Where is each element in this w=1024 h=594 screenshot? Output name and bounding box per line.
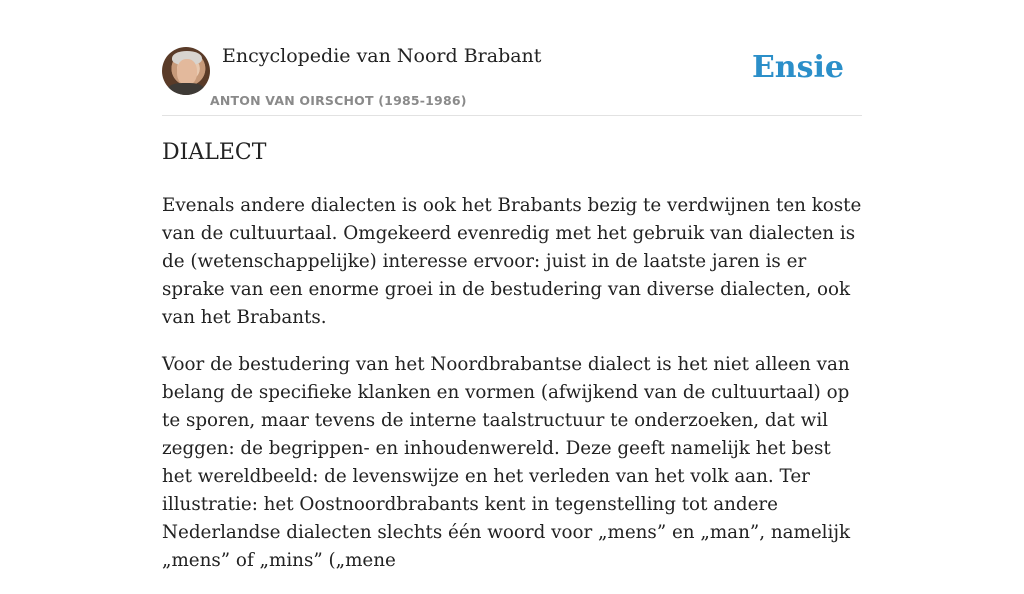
article-body xyxy=(162,192,862,594)
article-header xyxy=(162,0,862,116)
author-avatar[interactable] xyxy=(162,47,210,95)
avatar-shirt xyxy=(168,83,204,95)
author-name[interactable]: ANTON VAN OIRSCHOT (1985-1986) xyxy=(210,93,467,108)
book-title[interactable]: Encyclopedie van Noord Brabant xyxy=(222,45,542,67)
paragraph: Voor de bestudering van het Noordbrabantse dialect is het niet alleen van belang de specifieke klanken en vormen (afwijkend van de cultuurtaal) op te sporen, maar tevens de interne taalstructuur te onderzoeken, dat wil zeggen: de begrippen- en inhoudenwereld. Deze geeft namelijk het best het wereldbeeld: de levenswijze en het verleden van het volk aan. Ter illustratie: het Oostnoordbrabants kent in tegenstelling tot andere Nederlandse dialecten slechts één woord voor „mens” en „man”, namelijk „mens” of „mins” („mene xyxy=(162,354,851,571)
avatar-face xyxy=(177,59,197,85)
article-page xyxy=(162,0,862,571)
paragraph: Evenals andere dialecten is ook het Brabants bezig te verdwijnen ten koste van de cultuurtaal. Omgekeerd evenredig met het gebruik van dialecten is de (wetenschappelijke) interesse ervoor: juist in de laatste jaren is er sprake van een enorme groei in de bestudering van diverse dialecten, ook van het Brabants. xyxy=(162,195,862,328)
ensie-logo[interactable]: Ensie xyxy=(751,50,844,85)
article-title: DIALECT xyxy=(162,140,267,165)
